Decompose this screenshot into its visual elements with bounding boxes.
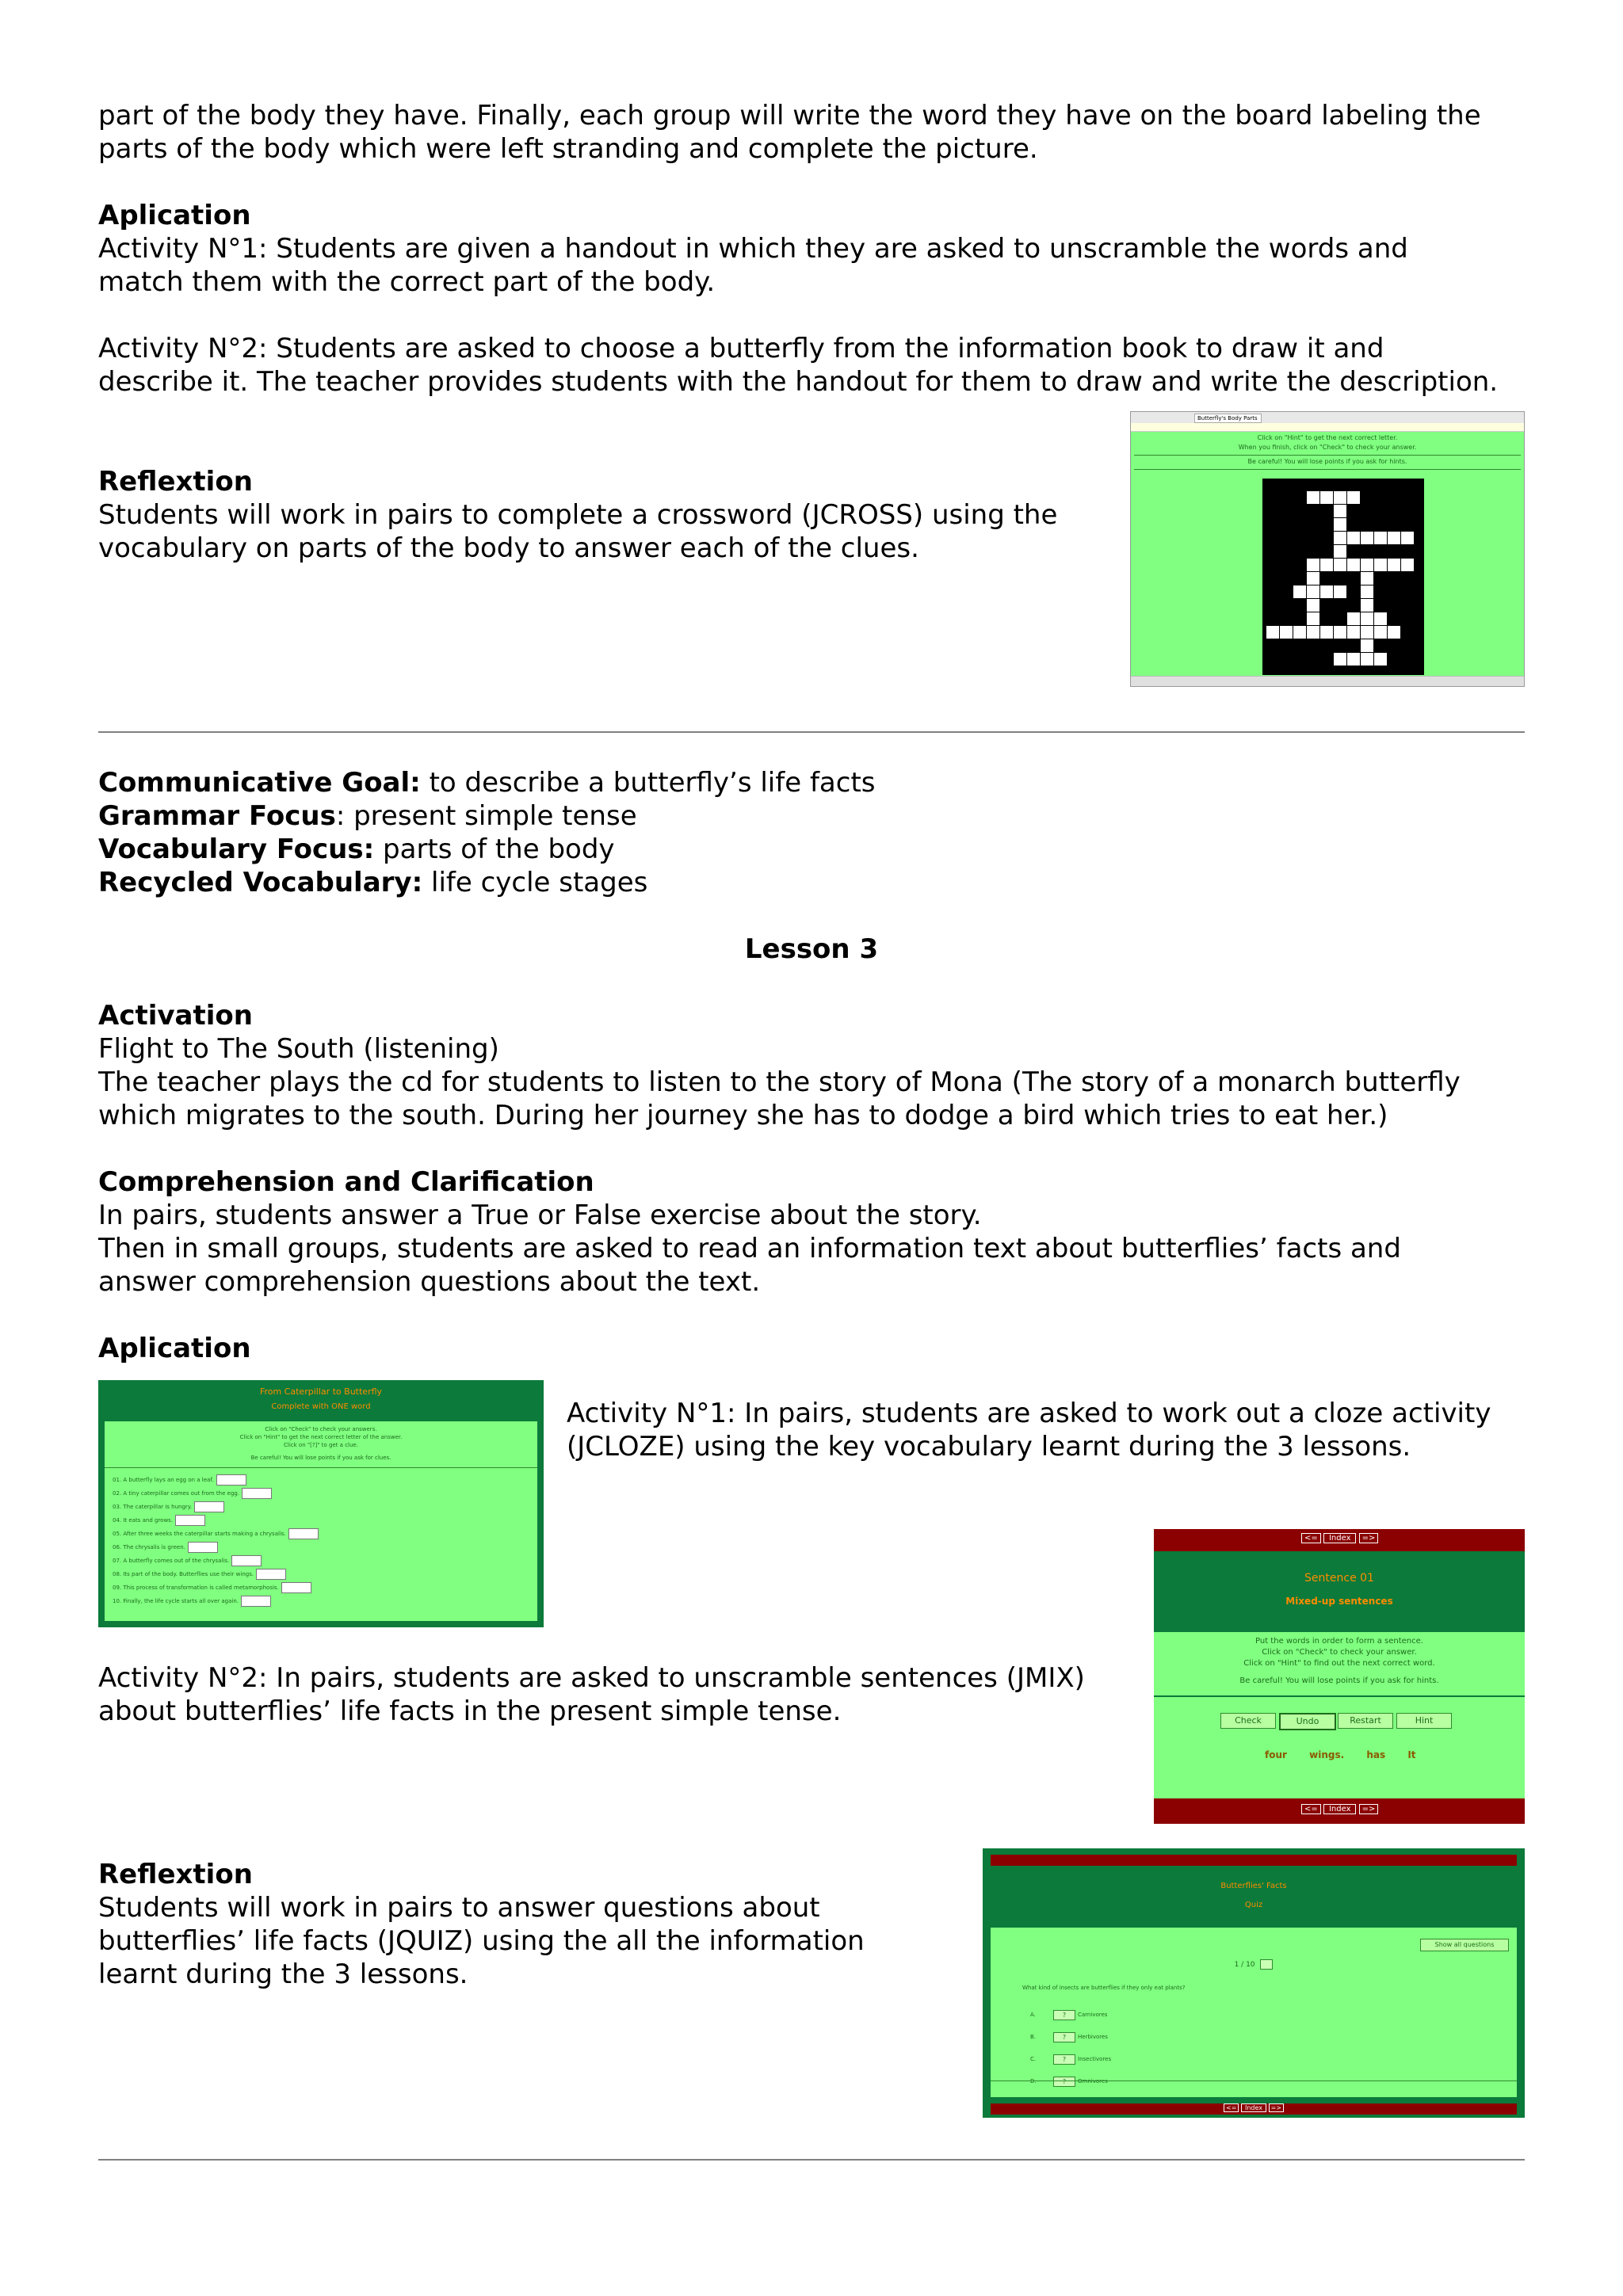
- aplication1-activity1-line1: Activity N°1: Students are given a handout in which they are asked to unscramble the words and: [98, 233, 1408, 265]
- quiz-option: [1030, 2004, 1111, 2026]
- cloze-blank-input[interactable]: [241, 1596, 271, 1607]
- reflexion-heading-1: Reflextion: [98, 466, 253, 498]
- activation-line2: The teacher plays the cd for students to listen to the story of Mona (The story of a monarch butterfly: [98, 1066, 1461, 1098]
- info-bar: [1131, 423, 1524, 432]
- divider-2: [98, 2159, 1525, 2161]
- cloze-blank-input[interactable]: [281, 1582, 311, 1593]
- cloze-items: [113, 1474, 529, 1608]
- vocabulary-focus: Vocabulary Focus: parts of the body: [98, 833, 615, 865]
- nav-next-button[interactable]: =>: [1359, 1533, 1379, 1543]
- word-chip[interactable]: four: [1265, 1749, 1287, 1760]
- quiz-option-text: Herbivores: [1078, 2034, 1108, 2040]
- activation-heading: Activation: [98, 1000, 253, 1032]
- quiz-answer-button[interactable]: ?: [1053, 2054, 1075, 2065]
- grammar-focus: Grammar Focus: present simple tense: [98, 800, 637, 832]
- jmix-screenshot: [1154, 1529, 1525, 1824]
- cloze-item: [113, 1568, 529, 1581]
- cloze-title: From Caterpillar to Butterfly: [259, 1386, 383, 1397]
- quiz-option-text: Insectivores: [1078, 2056, 1112, 2062]
- lesson-title: Lesson 3: [744, 933, 879, 965]
- quiz-subtitle: Quiz: [1244, 1901, 1263, 1909]
- cloze-subtitle: Complete with ONE word: [271, 1402, 371, 1411]
- cloze-item-text: 01. A butterfly lays an egg on a leaf.: [113, 1477, 214, 1483]
- reflexion1-line1: Students will work in pairs to complete a crossword (JCROSS) using the: [98, 499, 1058, 531]
- show-all-questions-button[interactable]: Show all questions: [1420, 1939, 1509, 1951]
- quiz-question: What kind of insects are butterflies if they only eat plants?: [1022, 1985, 1186, 1991]
- cloze-item: [113, 1581, 529, 1595]
- jmix-instruction-2: Click on "Check" to check your answer.: [1262, 1648, 1417, 1657]
- cloze-item-text: 05. After three weeks the caterpillar starts making a chrysalis.: [113, 1531, 286, 1537]
- cloze-panel: [105, 1421, 537, 1621]
- aplication1-activity1-line2: match them with the correct part of the body.: [98, 266, 716, 298]
- reflexion-heading-2: Reflextion: [98, 1859, 253, 1890]
- word-chip[interactable]: has: [1366, 1749, 1386, 1760]
- aplication1-activity2-line2: describe it. The teacher provides students with the handout for them to draw and write the description.: [98, 366, 1499, 398]
- quiz-screenshot: [983, 1848, 1525, 2118]
- nav-index-button[interactable]: Index: [1241, 2103, 1266, 2112]
- cloze-warning: Be careful! You will lose points if you ask for clues.: [250, 1455, 391, 1461]
- cloze-screenshot: [98, 1380, 544, 1627]
- nav-next-button[interactable]: =>: [1359, 1804, 1379, 1814]
- cloze-item-text: 02. A tiny caterpillar comes out from the egg.: [113, 1490, 240, 1497]
- reflexion2-line3: learnt during the 3 lessons.: [98, 1958, 468, 1990]
- jmix-title: Sentence 01: [1304, 1572, 1374, 1585]
- cloze-item: [113, 1514, 529, 1527]
- aplication2-activity1-line2: (JCLOZE) using the key vocabulary learnt during the 3 lessons.: [567, 1431, 1411, 1463]
- nav-next-button[interactable]: =>: [1269, 2103, 1284, 2112]
- jmix-subtitle: Mixed-up sentences: [1285, 1596, 1393, 1607]
- aplication2-activity1-line1: Activity N°1: In pairs, students are asked to work out a cloze activity: [567, 1398, 1491, 1429]
- comprehension-line3: answer comprehension questions about the text.: [98, 1266, 761, 1298]
- intro-line-2: parts of the body which were left stranding and complete the picture.: [98, 133, 1038, 165]
- cloze-blank-input[interactable]: [242, 1488, 272, 1499]
- comprehension-line2: Then in small groups, students are asked to read an information text about butterflies’ facts and: [98, 1233, 1401, 1264]
- cloze-blank-input[interactable]: [216, 1474, 246, 1486]
- cloze-item: [113, 1595, 529, 1608]
- cloze-item-text: 04. It eats and grows.: [113, 1517, 174, 1524]
- reflexion2-line1: Students will work in pairs to answer questions about: [98, 1892, 820, 1924]
- jmix-instruction-3: Click on "Hint" to find out the next correct word.: [1243, 1659, 1435, 1668]
- reflexion1-line2: vocabulary on parts of the body to answer each of the clues.: [98, 532, 919, 564]
- cloze-item-text: 10. Finally, the life cycle starts all over again.: [113, 1598, 239, 1604]
- crossword-instruction-2: When you finish, click on "Check" to check your answer.: [1238, 444, 1417, 451]
- communicative-goal: Communicative Goal: to describe a butterfly’s life facts: [98, 767, 876, 799]
- cloze-blank-input[interactable]: [194, 1501, 224, 1512]
- quiz-counter: [991, 1959, 1517, 1970]
- comprehension-heading: Comprehension and Clarification: [98, 1166, 594, 1198]
- quiz-counter-text: 1 / 10: [1234, 1961, 1255, 1969]
- cloze-instruction-2: Click on "Hint" to get the next correct letter of the answer.: [239, 1434, 403, 1440]
- cloze-item-text: 03. The caterpillar is hungry.: [113, 1504, 193, 1510]
- nav-prev-button[interactable]: <=: [1301, 1533, 1321, 1543]
- cloze-item-text: 09. This process of transformation is called metamorphosis.: [113, 1585, 279, 1591]
- next-question-button[interactable]: [1260, 1959, 1273, 1970]
- comprehension-line1: In pairs, students answer a True or False exercise about the story.: [98, 1199, 982, 1231]
- cloze-blank-input[interactable]: [256, 1569, 286, 1580]
- quiz-panel: [991, 1928, 1517, 2097]
- aplication-heading-1: Aplication: [98, 200, 251, 231]
- aplication2-activity2-line2: about butterflies’ life facts in the present simple tense.: [98, 1695, 842, 1727]
- activation-line1: Flight to The South (listening): [98, 1033, 499, 1065]
- quiz-option: [1030, 2026, 1111, 2048]
- crossword-instruction-1: Click on "Hint" to get the next correct letter.: [1257, 434, 1398, 441]
- aplication-heading-2: Aplication: [98, 1333, 251, 1364]
- quiz-answer-button[interactable]: ?: [1053, 2077, 1075, 2087]
- quiz-option: [1030, 2070, 1111, 2092]
- aplication2-activity2-line1: Activity N°2: In pairs, students are asked to unscramble sentences (JMIX): [98, 1662, 1085, 1694]
- cloze-item: [113, 1554, 529, 1568]
- quiz-options: [1030, 2004, 1111, 2092]
- quiz-option-text: Omnivores: [1078, 2078, 1108, 2084]
- cloze-item: [113, 1487, 529, 1501]
- jmix-words: [1265, 1749, 1416, 1760]
- crossword-grid[interactable]: [1262, 479, 1424, 675]
- cloze-item-text: 06. The chrysalis is green.: [113, 1544, 185, 1550]
- nav-prev-button[interactable]: <=: [1301, 1804, 1321, 1814]
- activation-line3: which migrates to the south. During her journey she has to dodge a bird which tries to eat her.): [98, 1100, 1388, 1131]
- crossword-warning: Be careful! You will lose points if you ask for hints.: [1247, 458, 1407, 465]
- nav-index-button[interactable]: Index: [1323, 1533, 1357, 1543]
- cloze-item-text: 08. Its part of the body. Butterflies use their wings.: [113, 1571, 254, 1577]
- jmix-bottom-nav: [1154, 1798, 1525, 1824]
- quiz-answer-button[interactable]: ?: [1053, 2010, 1075, 2020]
- recycled-vocabulary: Recycled Vocabulary: life cycle stages: [98, 867, 648, 898]
- check-button[interactable]: Check: [1220, 1713, 1276, 1729]
- word-chip[interactable]: It: [1407, 1749, 1416, 1760]
- aplication1-activity2-line1: Activity N°2: Students are asked to choose a butterfly from the information book to draw it and: [98, 333, 1384, 364]
- cloze-item: [113, 1527, 529, 1541]
- divider-1: [98, 731, 1525, 733]
- quiz-answer-button[interactable]: ?: [1053, 2032, 1075, 2042]
- nav-index-button[interactable]: Index: [1323, 1804, 1357, 1814]
- quiz-option: [1030, 2048, 1111, 2070]
- cloze-blank-input[interactable]: [288, 1528, 319, 1539]
- quiz-bottom-nav: [991, 2103, 1517, 2115]
- browser-toolbar: [1131, 412, 1524, 424]
- quiz-option-letter: B.: [1030, 2034, 1037, 2040]
- cloze-item: [113, 1541, 529, 1554]
- hint-button[interactable]: Hint: [1396, 1713, 1452, 1729]
- cloze-blank-input[interactable]: [188, 1542, 218, 1553]
- cloze-instruction-3: Click on "[?]" to get a clue.: [284, 1442, 358, 1448]
- cloze-blank-input[interactable]: [175, 1515, 205, 1526]
- quiz-option-letter: C.: [1030, 2056, 1037, 2062]
- word-chip[interactable]: wings.: [1309, 1749, 1345, 1760]
- cloze-item: [113, 1501, 529, 1514]
- reflexion2-line2: butterflies’ life facts (JQUIZ) using the all the information: [98, 1925, 865, 1957]
- jmix-instruction-1: Put the words in order to form a sentence.: [1255, 1637, 1423, 1646]
- browser-tab[interactable]: Butterfly's Body Parts: [1194, 414, 1262, 423]
- undo-button[interactable]: Undo: [1279, 1713, 1336, 1730]
- quiz-top-nav: [991, 1855, 1517, 1866]
- quiz-option-letter: D.: [1030, 2078, 1037, 2084]
- status-bar: [1131, 676, 1524, 686]
- cloze-instruction-1: Click on "Check" to check your answers.: [265, 1426, 377, 1432]
- quiz-title: Butterflies' Facts: [1220, 1882, 1287, 1890]
- quiz-option-letter: A.: [1030, 2012, 1036, 2018]
- cloze-blank-input[interactable]: [231, 1555, 262, 1566]
- nav-prev-button[interactable]: <=: [1224, 2103, 1239, 2112]
- jmix-top-nav: [1154, 1529, 1525, 1551]
- crossword-screenshot: [1130, 411, 1525, 687]
- quiz-option-text: Carnivores: [1078, 2012, 1108, 2018]
- cloze-item: [113, 1474, 529, 1487]
- cloze-item-text: 07. A butterfly comes out of the chrysalis.: [113, 1558, 230, 1564]
- jmix-warning: Be careful! You will lose points if you ask for hints.: [1239, 1676, 1439, 1685]
- restart-button[interactable]: Restart: [1338, 1713, 1393, 1729]
- intro-line-1: part of the body they have. Finally, each group will write the word they have on the board labeling the: [98, 100, 1481, 132]
- jmix-panel: [1154, 1632, 1525, 1798]
